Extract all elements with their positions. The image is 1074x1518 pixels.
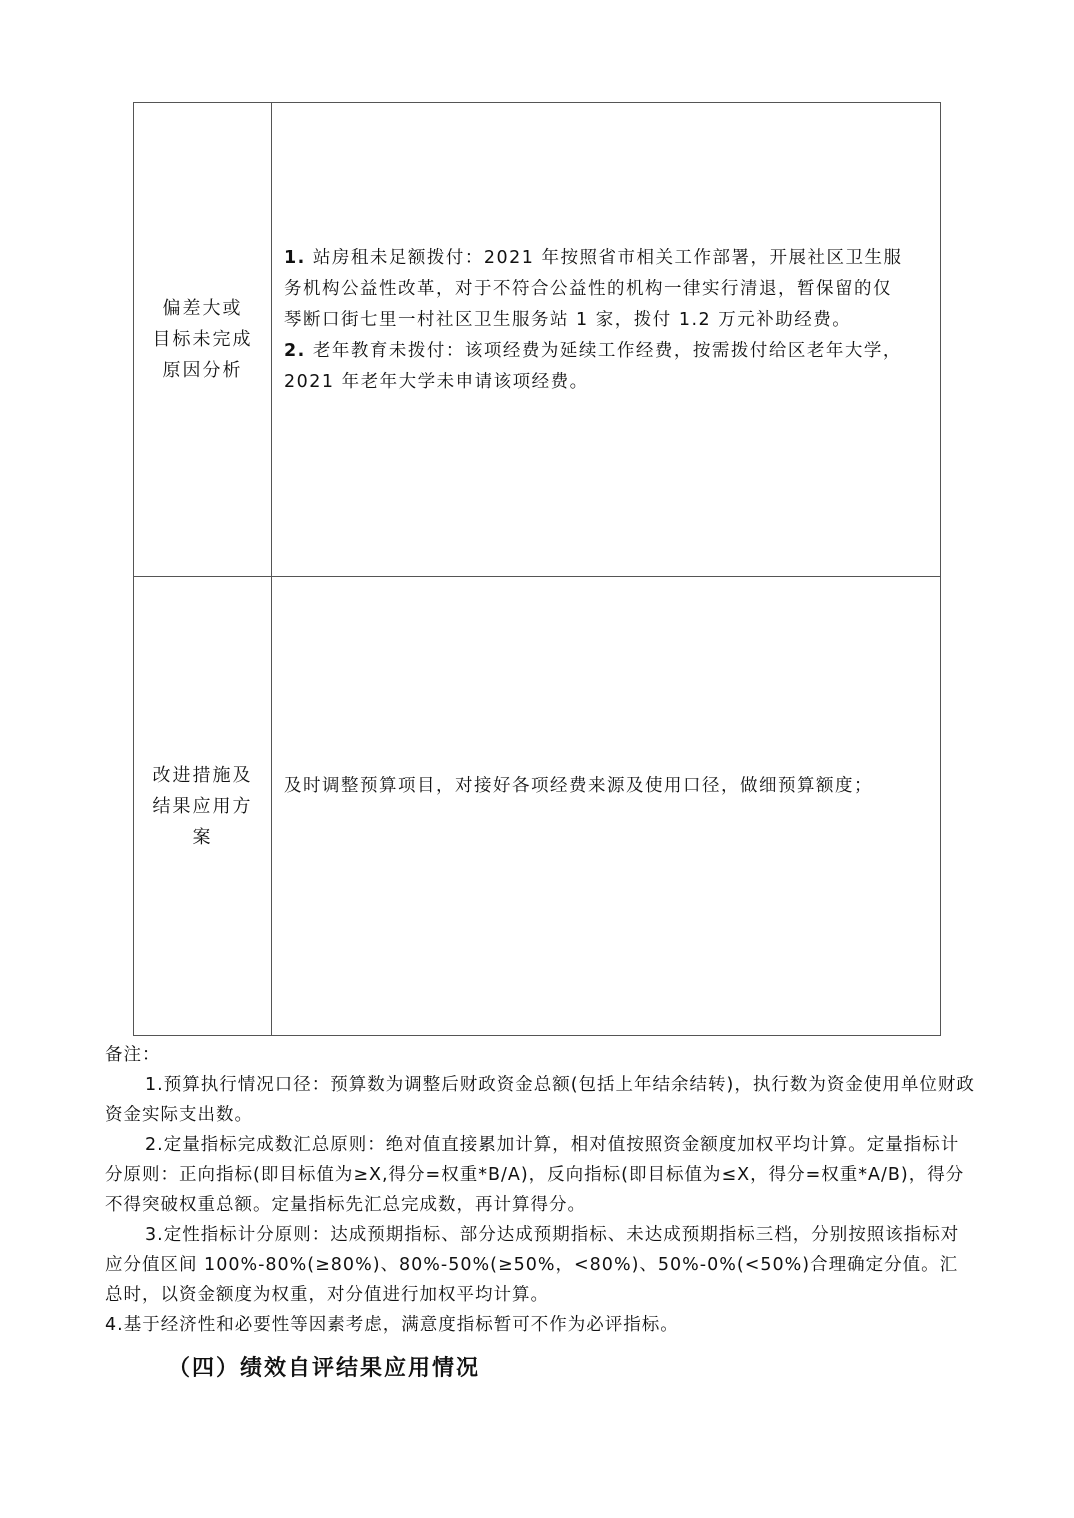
- improvement-text: 及时调整预算项目，对接好各项经费来源及使用口径，做细预算额度；: [284, 776, 873, 796]
- row-label-deviation-analysis: 偏差大或 目标未完成 原因分析: [152, 298, 253, 381]
- analysis-item-2: [284, 336, 910, 398]
- table-row-improvement-plan: [134, 577, 940, 1035]
- note-item-1: 1.预算执行情况口径：预算数为调整后财政资金总额(包括上年结余结转)，执行数为资金使用单位财政资金实际支出数。: [105, 1075, 975, 1125]
- item-text: 老年教育未拨付：该项经费为延续工作经费，按需拨付给区老年大学，2021 年老年大学未申请该项经费。: [284, 341, 902, 392]
- row-label-improvement-plan: 改进措施及 结果应用方 案: [152, 764, 253, 848]
- row-content-cell: [272, 577, 940, 1035]
- analysis-item-1: [284, 243, 910, 336]
- notes-section: [105, 1040, 975, 1340]
- item-text: 站房租未足额拨付：2021 年按照省市相关工作部署，开展社区卫生服务机构公益性改革，对于不符合公益性的机构一律实行清退，暂保留的仅琴断口街七里一村社区卫生服务站 1 家，拨付 1.2 万元补助经费。: [284, 248, 903, 330]
- item-number: 2.: [284, 341, 306, 361]
- note-item-4: 4.基于经济性和必要性等因素考虑，满意度指标暂可不作为必评指标。: [105, 1315, 679, 1335]
- notes-label: 备注：: [105, 1045, 161, 1065]
- note-item-3: 3.定性指标计分原则：达成预期指标、部分达成预期指标、未达成预期指标三档，分别按照该指标对应分值区间 100%-80%(≥80%)、80%-50%(≥50%，<80%)、50%-0%(<50%)合理确定分值。汇总时，以资金额度为权重，对分值进行加权平均计算。: [105, 1225, 960, 1305]
- table-row-deviation-analysis: [134, 103, 940, 577]
- evaluation-table: [133, 102, 941, 1036]
- note-item-2: 2.定量指标完成数汇总原则：绝对值直接累加计算，相对值按照资金额度加权平均计算。定量指标计分原则：正向指标(即目标值为≥X,得分=权重*B/A)，反向指标(即目标值为≤X，得分=权重*A/B)，得分不得突破权重总额。定量指标先汇总完成数，再计算得分。: [105, 1135, 965, 1215]
- row-content-cell: [272, 103, 940, 576]
- row-label-cell: [134, 103, 272, 576]
- section-heading: （四）绩效自评结果应用情况: [168, 1356, 481, 1381]
- row-label-cell: [134, 577, 272, 1035]
- item-number: 1.: [284, 248, 306, 268]
